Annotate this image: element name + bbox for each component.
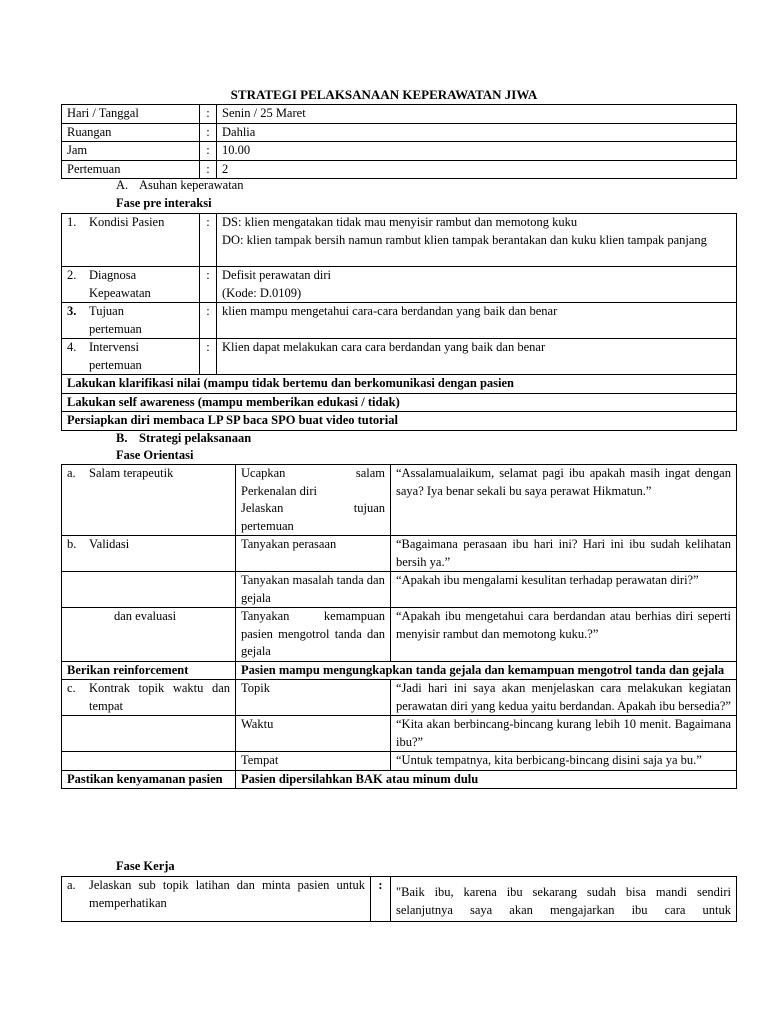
kontrak-empty-cell [62,752,236,771]
kondisi-ds: DS: klien mengatakan tidak mau menyisir rambut dan memotong kuku [222,215,578,229]
kontrak-row [62,752,737,771]
validasi-label-text: Validasi [89,537,130,551]
info-label: Hari / Tanggal [62,105,200,124]
info-row [62,160,737,179]
info-value: 10.00 [217,142,737,161]
self-awareness-note: Lakukan self awareness (mampu memberikan edukasi / tidak) [62,393,737,412]
tujuan-label [62,303,200,339]
diagnosa-label-1: Diagnosa [89,268,137,282]
validasi-action: Tanyakan perasaan [236,536,391,572]
kondisi-label [62,214,200,267]
tujuan-num: 3. [67,304,77,318]
intervensi-row [62,339,737,375]
action-pertemuan: pertemuan [241,518,294,533]
kontrak-action: Waktu [236,716,391,752]
info-row [62,142,737,161]
fase-pre-interaksi-heading: Fase pre interaksi [116,196,212,210]
note-row [62,375,737,394]
info-value: 2 [217,160,737,179]
klarifikasi-note: Lakukan klarifikasi nilai (mampu tidak bertemu dan berkomunikasi dengan pasien [62,375,737,394]
diagnosa-label-2: Kepeawatan [89,285,151,300]
action-perkenalan: Perkenalan diri [241,483,318,498]
kerja-label [62,877,371,922]
kenyamanan-row [62,770,737,789]
section-b-title: Strategi pelaksanaan [139,431,252,445]
kerja-colon: : [371,877,391,922]
section-a-title: Asuhan keperawatan [139,178,244,192]
diagnosa-num: 2. [67,268,77,282]
validasi-action: Tanyakan masalah tanda dan gejala [236,572,391,608]
diagnosa-value [217,267,737,303]
validasi-empty-cell [62,572,236,608]
diagnosa-colon: : [200,267,217,303]
section-b-letter: B. [116,431,128,445]
info-label: Pertemuan [62,160,200,179]
salam-label-text: Salam terapeutik [89,466,174,480]
section-a-letter: A. [116,178,129,192]
info-colon: : [200,142,217,161]
kontrak-action: Tempat [236,752,391,771]
info-value: Senin / 25 Maret [217,105,737,124]
salam-label [62,465,236,536]
kondisi-value [217,214,737,267]
reinforcement-label: Berikan reinforcement [62,661,236,680]
document-title: STRATEGI PELAKSANAAN KEPERAWATAN JIWA [230,87,538,102]
work-phase-table [61,876,737,922]
info-table [61,104,737,179]
info-colon: : [200,123,217,142]
pre-interaction-table [61,213,737,431]
validasi-speech: “Apakah ibu mengalami kesulitan terhadap perawatan diri?” [391,572,737,608]
diagnosa-line-1: Defisit perawatan diri [222,268,331,282]
kenyamanan-label: Pastikan kenyamanan pasien [62,770,236,789]
kerja-row [62,877,737,922]
kontrak-speech: “Untuk tempatnya, kita berbicang-bincang disini saja ya bu.” [391,752,737,771]
fase-kerja-heading: Fase Kerja [116,859,175,873]
kontrak-action: Topik [236,680,391,716]
validasi-action: Tanyakan kemampuan pasien mengotrol tanda dan gejala [236,608,391,662]
kontrak-empty-cell [62,716,236,752]
intervensi-label-2: pertemuan [89,357,142,372]
tujuan-label-1: Tujuan [89,304,124,318]
kontrak-row [62,680,737,716]
validasi-speech: “Apakah ibu mengetahui cara berdandan atau berhias diri seperti menyisir rambut dan memotong kuku.?” [391,608,737,662]
salam-row [62,465,737,536]
validasi-speech: “Bagaimana perasaan ibu hari ini? Hari ini ibu sudah kelihatan bersih ya.” [391,536,737,572]
note-row [62,412,737,431]
validasi-letter: b. [67,537,77,551]
kondisi-num: 1. [67,215,77,229]
orientation-table [61,464,737,789]
validasi-label [62,536,236,572]
kenyamanan-value: Pasien dipersilahkan BAK atau minum dulu [236,770,737,789]
salam-actions [236,465,391,536]
info-value: Dahlia [217,123,737,142]
tujuan-label-2: pertemuan [89,321,142,336]
kontrak-label [62,680,236,716]
action-jelaskan-tujuan: Jelaskan tujuan [241,501,385,515]
info-label: Jam [62,142,200,161]
kerja-speech: "Baik ibu, karena ibu sekarang sudah bisa mandi sendiri selanjutnya saya akan mengajarkan ibu cara untuk [391,877,737,922]
reinforcement-value: Pasien mampu mengungkapkan tanda gejala dan kemampuan mengotrol tanda dan gejala [236,661,737,680]
salam-speech: “Assalamualaikum, selamat pagi ibu apakah masih ingat dengan saya? Iya benar sekali bu saya perawat Hikmatun.” [391,465,737,536]
section-a-heading [116,177,243,195]
diagnosa-row [62,267,737,303]
tujuan-value: klien mampu mengetahui cara-cara berdandan yang baik dan benar [217,303,737,339]
kondisi-row [62,214,737,267]
diagnosa-label [62,267,200,303]
section-b-heading [116,430,251,448]
intervensi-label-1: Intervensi [89,340,139,354]
kondisi-do: DO: klien tampak bersih namun rambut klien tampak berantakan dan kuku klien tampak panjang [222,232,707,247]
kontrak-speech: “Kita akan berbincang-bincang kurang lebih 10 menit. Bagaimana ibu?” [391,716,737,752]
kondisi-label-text: Kondisi Pasien [89,215,165,229]
info-row [62,105,737,124]
evaluasi-label: dan evaluasi [62,608,236,662]
intervensi-value: Klien dapat melakukan cara cara berdandan yang baik dan benar [217,339,737,375]
info-row [62,123,737,142]
validasi-row [62,536,737,572]
kontrak-row [62,716,737,752]
reinforcement-row [62,661,737,680]
intervensi-colon: : [200,339,217,375]
persiapan-note: Persiapkan diri membaca LP SP baca SPO buat video tutorial [62,412,737,431]
action-ucapkan-salam: Ucapkan salam [241,466,385,480]
salam-letter: a. [67,466,76,480]
kerja-letter: a. [67,878,76,892]
tujuan-colon: : [200,303,217,339]
kontrak-label-text: Kontrak topik waktu dan tempat [89,681,230,713]
kerja-label-text: Jelaskan sub topik latihan dan minta pasien untuk memperhatikan [89,878,365,910]
note-row [62,393,737,412]
intervensi-label [62,339,200,375]
intervensi-num: 4. [67,340,77,354]
fase-orientasi-heading: Fase Orientasi [116,448,194,462]
info-colon: : [200,105,217,124]
diagnosa-code: (Kode: D.0109) [222,285,302,300]
kontrak-speech: “Jadi hari ini saya akan menjelaskan cara melakukan kegiatan perawatan diri yang kedua yaitu berdandan. Apakah ibu bersedia?” [391,680,737,716]
kontrak-letter: c. [67,681,76,695]
validasi-row [62,572,737,608]
kondisi-colon: : [200,214,217,267]
info-colon: : [200,160,217,179]
tujuan-row [62,303,737,339]
validasi-row [62,608,737,662]
info-label: Ruangan [62,123,200,142]
